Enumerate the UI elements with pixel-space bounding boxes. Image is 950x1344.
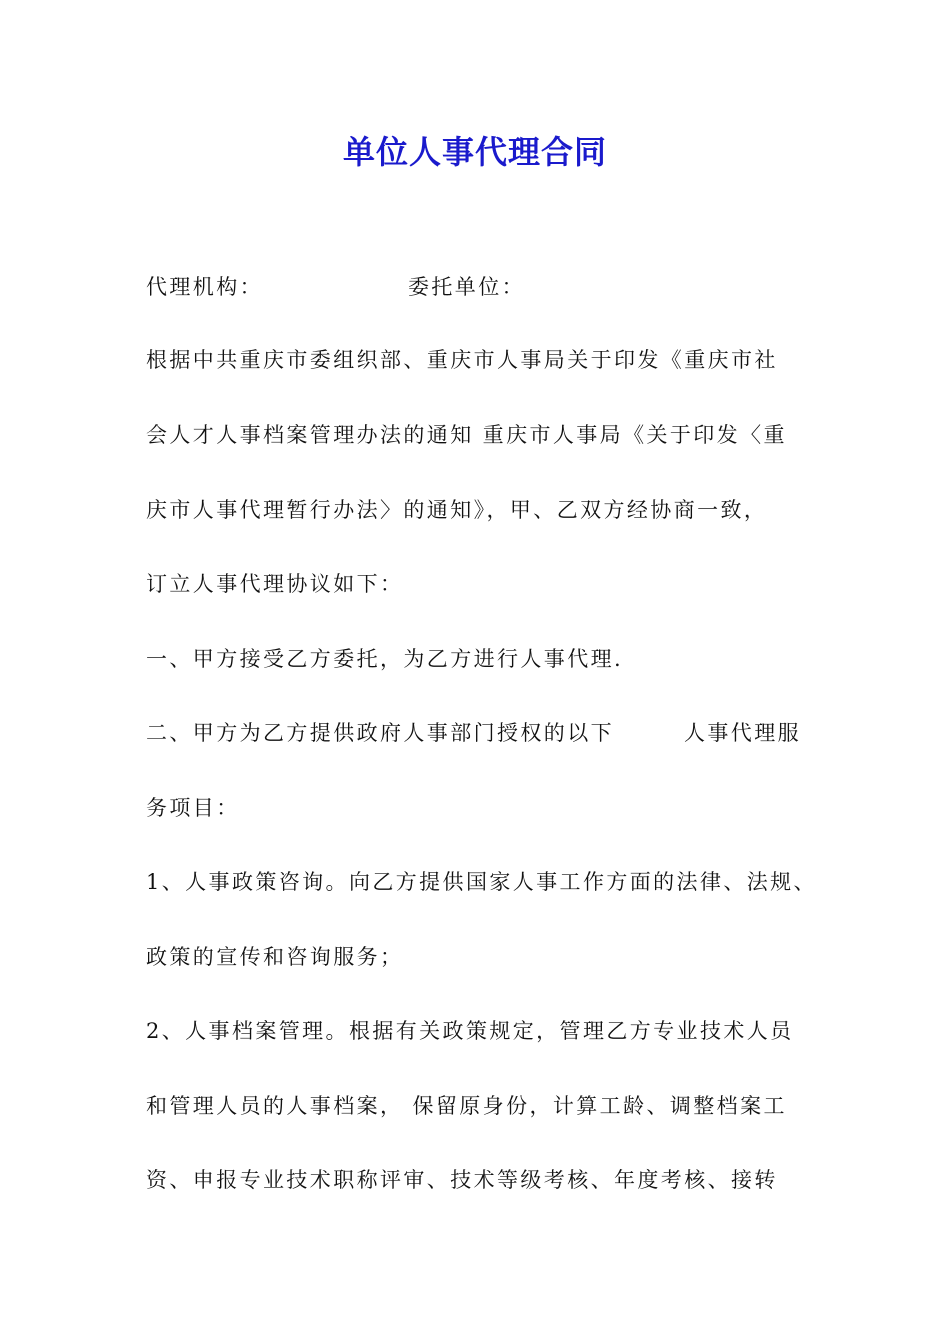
paragraph-line: 订立人事代理协议如下： — [146, 572, 404, 596]
paragraph-line: 政策的宣传和咨询服务； — [146, 945, 404, 969]
client-label: 委托单位： — [408, 275, 525, 299]
paragraph-line: 2、人事档案管理。根据有关政策规定，管理乙方专业技术人员 — [146, 1019, 794, 1043]
document-title: 单位人事代理合同 — [342, 133, 607, 171]
paragraph-line: 二、甲方为乙方提供政府人事部门授权的以下 — [146, 721, 614, 745]
paragraph-line: 庆市人事代理暂行办法〉的通知》，甲、乙双方经协商一致， — [146, 498, 768, 522]
paragraph-line: 一、甲方接受乙方委托，为乙方进行人事代理. — [146, 647, 624, 671]
agent-label: 代理机构： — [146, 275, 263, 299]
paragraph-line: 会人才人事档案管理办法的通知 重庆市人事局《关于印发〈重 — [146, 423, 787, 447]
paragraph-line-tail: 人事代理服 — [684, 721, 801, 745]
paragraph-line: 根据中共重庆市委组织部、重庆市人事局关于印发《重庆市社 — [146, 348, 778, 372]
paragraph-line: 资、申报专业技术职称评审、技术等级考核、年度考核、接转 — [146, 1168, 778, 1192]
paragraph-line: 1、人事政策咨询。向乙方提供国家人事工作方面的法律、法规、 — [146, 870, 817, 894]
paragraph-line: 和管理人员的人事档案， 保留原身份，计算工龄、调整档案工 — [146, 1094, 787, 1118]
paragraph-line: 务项目： — [146, 796, 240, 820]
